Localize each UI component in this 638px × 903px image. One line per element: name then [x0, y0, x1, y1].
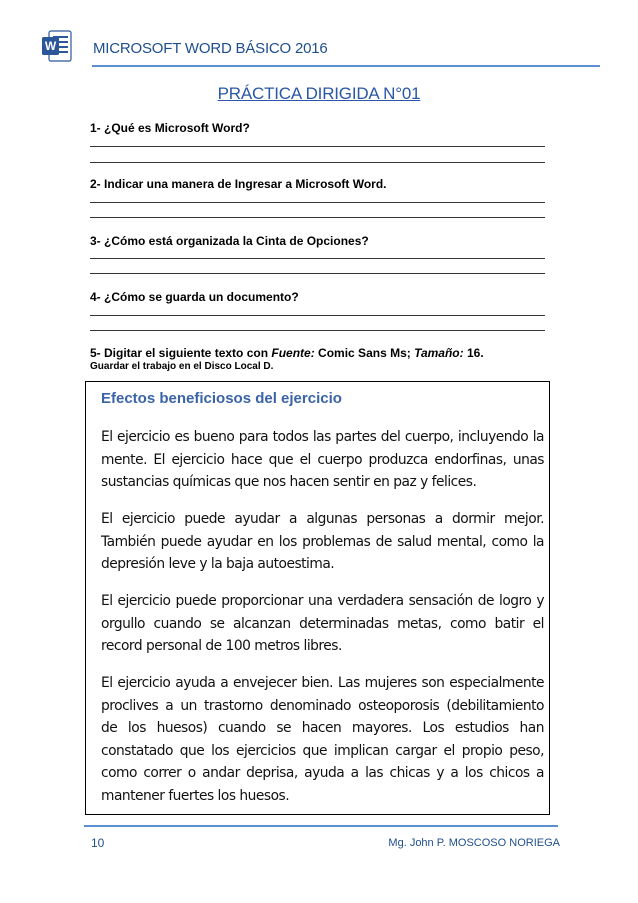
font-value: Comic Sans Ms; [314, 346, 415, 360]
paragraph: El ejercicio puede ayudar a algunas personas a dormir mejor. También puede ayudar en los problemas de salud mental, como la depresión leve y la baja autoestima. [101, 511, 544, 572]
page-title: PRÁCTICA DIRIGIDA N°01 [217, 84, 421, 103]
question-1: 1- ¿Qué es Microsoft Word? [90, 121, 250, 135]
answer-line [90, 162, 545, 163]
answer-line [90, 315, 545, 316]
word-logo-icon [42, 28, 72, 64]
answer-line [90, 258, 545, 259]
question-5 [90, 346, 484, 360]
paragraph: El ejercicio ayuda a envejecer bien. Las mujeres son especialmente proclives a un trastorno denominado osteoporosis (debilitamiento de los huesos) cuando se hacen mayores. Los estudios han constatado que los ejercicios que implican cargar el propio peso, como correr o andar deprisa, ayuda a las chicas y a los chicos a mantener fuertes los huesos. [101, 675, 544, 804]
footer-divider [84, 825, 558, 827]
answer-line [90, 217, 545, 218]
question-4: 4- ¿Cómo se guarda un documento? [90, 290, 299, 304]
question-2: 2- Indicar una manera de Ingresar a Microsoft Word. [90, 177, 387, 191]
font-label: Fuente: [271, 346, 315, 360]
answer-line [90, 273, 545, 274]
header-divider [92, 65, 600, 67]
header-title: MICROSOFT WORD BÁSICO 2016 [93, 40, 328, 57]
answer-line [90, 330, 545, 331]
answer-line [90, 202, 545, 203]
size-value: 16. [463, 346, 484, 360]
question-3: 3- ¿Cómo está organizada la Cinta de Opciones? [90, 234, 369, 248]
size-label: Tamaño: [414, 346, 464, 360]
svg-text:W: W [44, 39, 57, 53]
paragraph: El ejercicio puede proporcionar una verdadera sensación de logro y orgullo cuando se alcanzan determinadas metas, como batir el record personal de 100 metros libres. [101, 593, 544, 654]
instruction-lead: 5- Digitar el siguiente texto con [90, 346, 272, 360]
page-header [42, 28, 602, 68]
page-number: 10 [91, 836, 105, 850]
save-instruction: Guardar el trabajo en el Disco Local D. [90, 361, 274, 372]
box-title: Efectos beneficiosos del ejercicio [101, 390, 342, 407]
author-name: Mg. John P. MOSCOSO NORIEGA [388, 837, 560, 849]
answer-line [90, 146, 545, 147]
exercise-text-box [85, 381, 550, 815]
paragraph: El ejercicio es bueno para todos las partes del cuerpo, incluyendo la mente. El ejercicio hace que el cuerpo produzca endorfinas, unas sustancias químicas que nos hacen sentir en paz y felices. [101, 429, 544, 490]
